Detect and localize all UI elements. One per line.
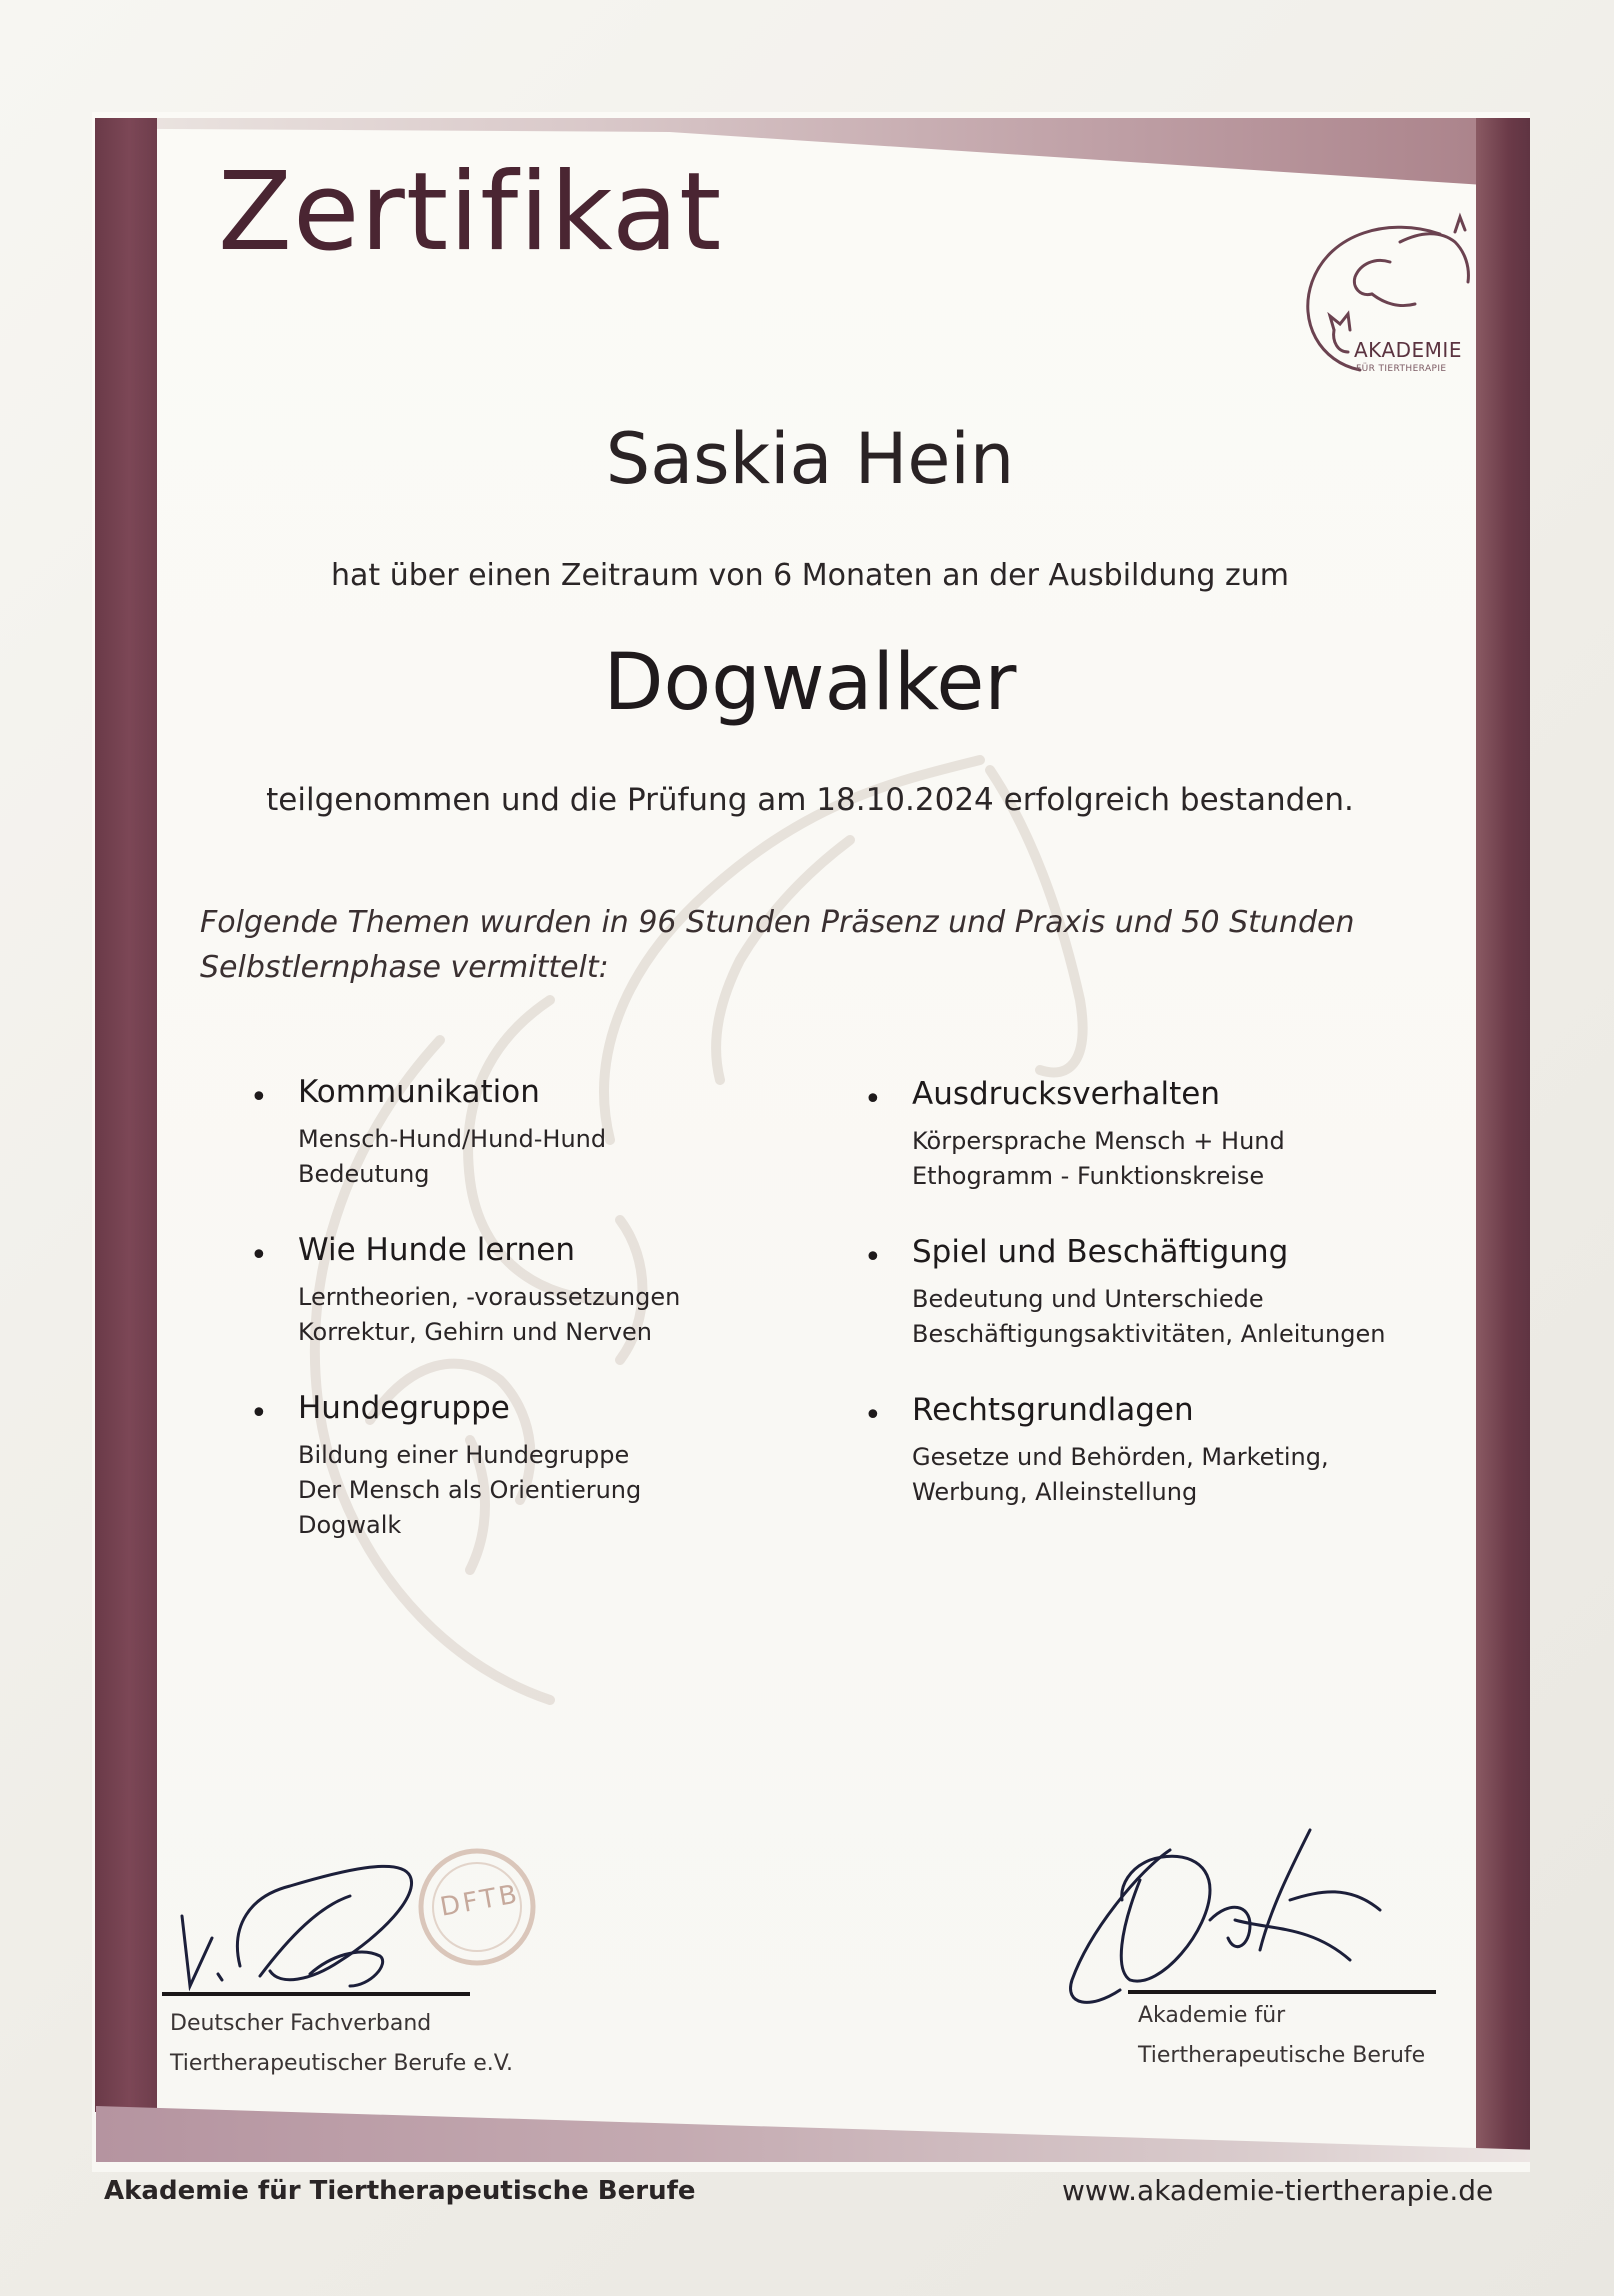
left-signature-caption [170,2004,513,2084]
topic-detail: Der Mensch als Orientierung [298,1476,642,1504]
bullet-icon: • [250,1080,268,1115]
topic-details [912,1124,1285,1194]
topic-detail: Bedeutung [298,1160,430,1188]
right-caption-line2: Tiertherapeutische Berufe [1138,2043,1426,2068]
topic-title: Hundegruppe [298,1390,510,1426]
topic-detail: Lerntheorien, -voraussetzungen [298,1283,681,1311]
footer-website-link[interactable]: www.akademie-tiertherapie.de [1062,2174,1494,2207]
left-caption-line1: Deutscher Fachverband [170,2011,432,2036]
logo-name: AKADEMIE [1354,338,1462,362]
topic-detail: Körpersprache Mensch + Hund [912,1127,1285,1155]
topic-title: Rechtsgrundlagen [912,1392,1194,1428]
topic-title: Spiel und Beschäftigung [912,1234,1289,1270]
logo-subtitle: FÜR TIERTHERAPIE [1356,364,1447,374]
bullet-icon: • [864,1398,882,1433]
topics-intro [200,900,1400,990]
animal-watermark-icon [290,740,1110,1720]
topic-details [298,1122,606,1192]
topic-title: Kommunikation [298,1074,540,1110]
certificate-title: Zertifikat [218,150,723,275]
topic-detail: Dogwalk [298,1511,402,1539]
footer-academy-name: Akademie für Tiertherapeutische Berufe [104,2176,696,2206]
stamp-text: DFTB [437,1879,523,1923]
topic-detail: Korrektur, Gehirn und Nerven [298,1318,652,1346]
topic-details [298,1438,641,1543]
right-decorative-bar [1476,118,1530,2162]
topic-details [298,1280,680,1350]
right-signature-icon [1060,1810,1390,2020]
topics-intro-line1: Folgende Themen wurden in 96 Stunden Präsenz und Praxis und 50 Stunden [200,905,1355,940]
bullet-icon: • [250,1238,268,1273]
left-caption-line2: Tiertherapeutischer Berufe e.V. [170,2051,513,2076]
course-name: Dogwalker [603,638,1017,728]
topic-detail: Ethogramm - Funktionskreise [912,1162,1265,1190]
result-line: teilgenommen und die Prüfung am 18.10.2024 erfolgreich bestanden. [266,782,1354,818]
topic-detail: Werbung, Alleinstellung [912,1478,1198,1506]
topic-detail: Mensch-Hund/Hund-Hund [298,1125,607,1153]
topic-title: Ausdrucksverhalten [912,1076,1220,1112]
topic-detail: Bildung einer Hundegruppe [298,1441,630,1469]
topic-title: Wie Hunde lernen [298,1232,575,1268]
bullet-icon: • [864,1240,882,1275]
left-decorative-bar [95,118,157,2112]
bullet-icon: • [250,1396,268,1431]
topic-detail: Beschäftigungsaktivitäten, Anleitungen [912,1320,1386,1348]
right-signature-line [1128,1990,1436,1994]
topics-intro-line2: Selbstlernphase vermittelt: [200,950,609,985]
topic-details [912,1440,1329,1510]
bullet-icon: • [864,1082,882,1117]
topic-detail: Bedeutung und Unterschiede [912,1285,1264,1313]
right-signature-caption [1138,1996,1425,2076]
topic-detail: Gesetze und Behörden, Marketing, [912,1443,1329,1471]
recipient-name: Saskia Hein [605,418,1015,500]
intro-line: hat über einen Zeitraum von 6 Monaten an der Ausbildung zum [331,558,1289,593]
left-signature-line [162,1992,470,1996]
right-caption-line1: Akademie für [1138,2003,1286,2028]
topic-details [912,1282,1385,1352]
